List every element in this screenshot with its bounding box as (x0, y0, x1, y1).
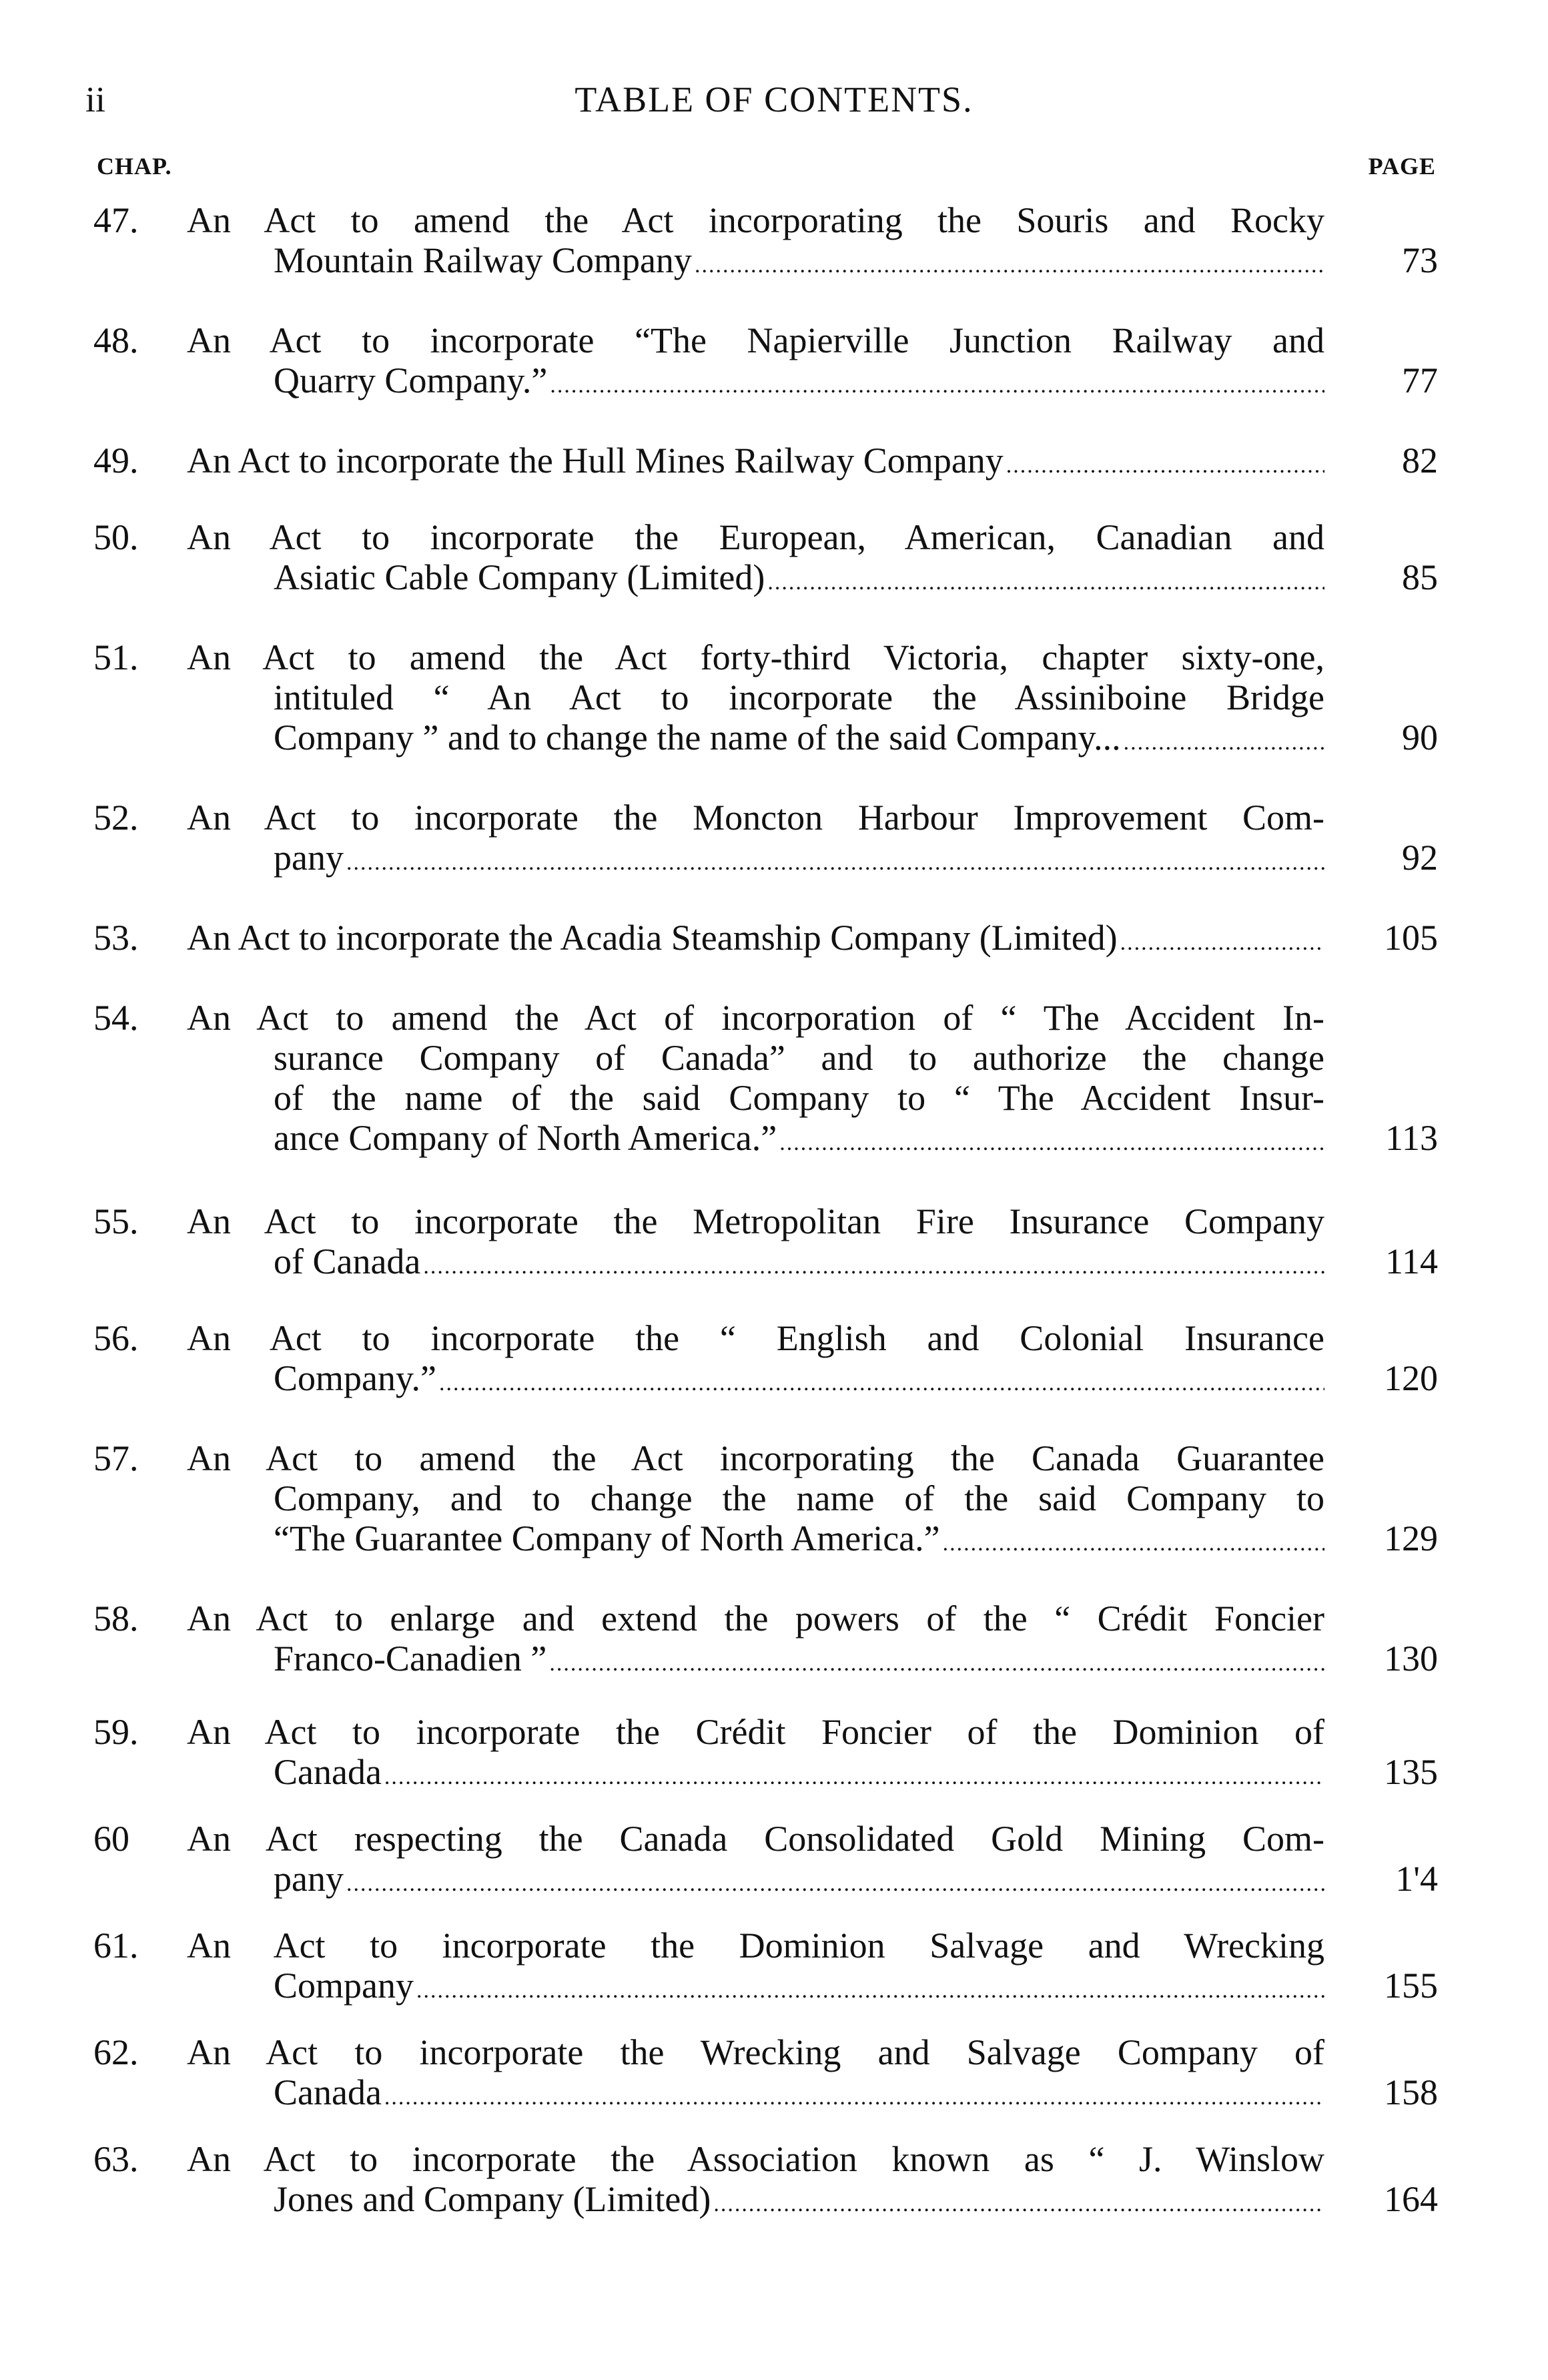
chapter-number: 60 (93, 1819, 129, 1859)
act-title (187, 998, 1324, 1163)
dot-leader (384, 1752, 1324, 1797)
act-title-line: surance Company of Canada” and to authorize the change (274, 1038, 1324, 1078)
page-reference: 158 (1384, 2072, 1438, 2112)
page-reference: 92 (1402, 838, 1438, 878)
act-title (187, 517, 1324, 603)
page-reference: 130 (1384, 1639, 1438, 1679)
dot-leader (1120, 918, 1324, 963)
chapter-number: 61. (93, 1925, 139, 1966)
page-reference: 1'4 (1395, 1859, 1438, 1899)
chapter-number: 62. (93, 2032, 139, 2072)
act-title-line (187, 557, 1324, 603)
chapter-number: 47. (93, 200, 139, 240)
page-reference: 129 (1384, 1518, 1438, 1558)
act-title (187, 1318, 1324, 1404)
act-title-line (187, 1358, 1324, 1404)
act-title-line: An Act to incorporate the Association known as “ J. Winslow (187, 2139, 1324, 2179)
dot-leader (1006, 440, 1324, 486)
dot-leader (416, 1966, 1324, 2011)
act-title-line: An Act to amend the Act of incorporation of “ The Accident In- (187, 998, 1324, 1038)
chapter-number: 59. (93, 1712, 139, 1752)
leader-line (274, 240, 1324, 286)
dot-leader (943, 1518, 1324, 1564)
chapter-number: 56. (93, 1318, 139, 1358)
chapter-number: 55. (93, 1201, 139, 1241)
act-title-line (187, 1966, 1324, 2011)
act-title-line: An Act to amend the Act incorporating the Canada Guarantee (187, 1438, 1324, 1478)
act-title-line: An Act to incorporate the “ English and Colonial Insurance (187, 1318, 1324, 1358)
dot-leader (767, 557, 1324, 603)
act-title-text: of Canada (274, 1241, 421, 1281)
dot-leader (779, 1118, 1324, 1163)
leader-line (274, 2072, 1324, 2118)
act-title (187, 320, 1324, 406)
act-title-line (187, 1752, 1324, 1797)
page-reference: 155 (1384, 1966, 1438, 2006)
leader-line (274, 360, 1324, 406)
leader-line (274, 1639, 1324, 1684)
page-reference: 82 (1402, 440, 1438, 481)
dot-leader (423, 1241, 1324, 1287)
page-column-header: PAGE (1368, 153, 1436, 180)
act-title-line (187, 838, 1324, 883)
leader-line (274, 1358, 1324, 1404)
dot-leader (695, 240, 1324, 286)
dot-leader (713, 2179, 1324, 2224)
act-title (187, 1819, 1324, 1904)
chapter-number: 52. (93, 798, 139, 838)
act-title (187, 2032, 1324, 2118)
act-title (187, 1598, 1324, 1684)
page-title: TABLE OF CONTENTS. (574, 79, 974, 119)
page-reference: 120 (1384, 1358, 1438, 1398)
page-reference: 135 (1384, 1752, 1438, 1792)
act-title-line: An Act to incorporate the Dominion Salvage and Wrecking (187, 1925, 1324, 1966)
leader-line (187, 918, 1324, 963)
act-title-line: An Act to incorporate the Metropolitan Fire Insurance Company (187, 1201, 1324, 1241)
act-title (187, 637, 1324, 763)
act-title-line: An Act to incorporate the Wrecking and Salvage Company of (187, 2032, 1324, 2072)
act-title-line: An Act to incorporate the European, American, Canadian and (187, 517, 1324, 557)
leader-line (274, 1966, 1324, 2011)
act-title-text: Canada (274, 2072, 382, 2112)
act-title-text: Company ” and to change the name of the said Company... (274, 717, 1121, 758)
act-title-line: An Act to incorporate the Moncton Harbour Improvement Com- (187, 798, 1324, 838)
act-title-text: Asiatic Cable Company (Limited) (274, 557, 765, 597)
act-title-line: Company, and to change the name of the said Company to (274, 1478, 1324, 1518)
act-title-line (187, 2072, 1324, 2118)
dot-leader (549, 1639, 1324, 1684)
act-title-line (187, 1859, 1324, 1904)
act-title-line: An Act to enlarge and extend the powers of the “ Crédit Foncier (187, 1598, 1324, 1639)
act-title-line (187, 360, 1324, 406)
act-title (187, 1438, 1324, 1564)
leader-line (274, 838, 1324, 883)
act-title-line (187, 1639, 1324, 1684)
act-title-text: An Act to incorporate the Acadia Steamship Company (Limited) (187, 918, 1118, 958)
dot-leader (1124, 717, 1324, 763)
act-title-text: Company.” (274, 1358, 436, 1398)
chapter-number: 54. (93, 998, 139, 1038)
page-reference: 114 (1385, 1241, 1438, 1281)
act-title-text: pany (274, 838, 344, 878)
chapter-number: 49. (93, 440, 139, 481)
running-head (0, 79, 1548, 132)
act-title-text: ance Company of North America.” (274, 1118, 777, 1158)
act-title-line: An Act to amend the Act forty-third Victoria, chapter sixty-one, (187, 637, 1324, 677)
dot-leader (384, 2072, 1324, 2118)
act-title (187, 2139, 1324, 2224)
page-reference: 90 (1402, 717, 1438, 758)
act-title-text: pany (274, 1859, 344, 1899)
act-title-line (187, 1118, 1324, 1163)
page-reference: 73 (1402, 240, 1438, 280)
act-title-line (187, 1241, 1324, 1287)
chapter-number: 51. (93, 637, 139, 677)
act-title-line: intituled “ An Act to incorporate the Assiniboine Bridge (274, 677, 1324, 717)
leader-line (274, 1859, 1324, 1904)
act-title (187, 1925, 1324, 2011)
column-headers (0, 152, 1548, 186)
leader-line (274, 1241, 1324, 1287)
act-title-line: An Act to amend the Act incorporating the Souris and Rocky (187, 200, 1324, 240)
act-title-line (187, 2179, 1324, 2224)
act-title-text: An Act to incorporate the Hull Mines Railway Company (187, 440, 1004, 481)
page-reference: 77 (1402, 360, 1438, 400)
act-title (187, 440, 1324, 486)
act-title-line (187, 240, 1324, 286)
act-title-text: Quarry Company.” (274, 360, 548, 400)
act-title-line (187, 1518, 1324, 1564)
chapter-number: 53. (93, 918, 139, 958)
leader-line (274, 717, 1324, 763)
act-title-text: Mountain Railway Company (274, 240, 692, 280)
leader-line (274, 1118, 1324, 1163)
act-title (187, 1712, 1324, 1797)
act-title-line: An Act to incorporate “The Napierville Junction Railway and (187, 320, 1324, 360)
leader-line (274, 2179, 1324, 2224)
chap-column-header: CHAP. (97, 153, 172, 180)
act-title-text: Canada (274, 1752, 382, 1792)
act-title-line: An Act respecting the Canada Consolidated Gold Mining Com- (187, 1819, 1324, 1859)
page-number: ii (85, 79, 106, 119)
chapter-number: 48. (93, 320, 139, 360)
act-title (187, 1201, 1324, 1287)
dot-leader (346, 1859, 1324, 1904)
page-reference: 164 (1384, 2179, 1438, 2219)
leader-line (274, 557, 1324, 603)
act-title (187, 200, 1324, 286)
leader-line (274, 1518, 1324, 1564)
page-reference: 85 (1402, 557, 1438, 597)
chapter-number: 50. (93, 517, 139, 557)
act-title-line (187, 440, 1324, 486)
act-title-text: Jones and Company (Limited) (274, 2179, 711, 2219)
leader-line (274, 1752, 1324, 1797)
dot-leader (346, 838, 1324, 883)
act-title (187, 918, 1324, 963)
act-title (187, 798, 1324, 883)
act-title-line: of the name of the said Company to “ The Accident Insur- (274, 1078, 1324, 1118)
act-title-line: An Act to incorporate the Crédit Foncier of the Dominion of (187, 1712, 1324, 1752)
leader-line (187, 440, 1324, 486)
page-reference: 113 (1385, 1118, 1438, 1158)
dot-leader (550, 360, 1324, 406)
chapter-number: 63. (93, 2139, 139, 2179)
chapter-number: 57. (93, 1438, 139, 1478)
dot-leader (439, 1358, 1324, 1404)
chapter-number: 58. (93, 1598, 139, 1639)
act-title-line (187, 918, 1324, 963)
act-title-text: Company (274, 1966, 414, 2006)
act-title-line (187, 717, 1324, 763)
act-title-text: Franco-Canadien ” (274, 1639, 547, 1679)
act-title-text: “The Guarantee Company of North America.” (274, 1518, 940, 1558)
page-reference: 105 (1384, 918, 1438, 958)
